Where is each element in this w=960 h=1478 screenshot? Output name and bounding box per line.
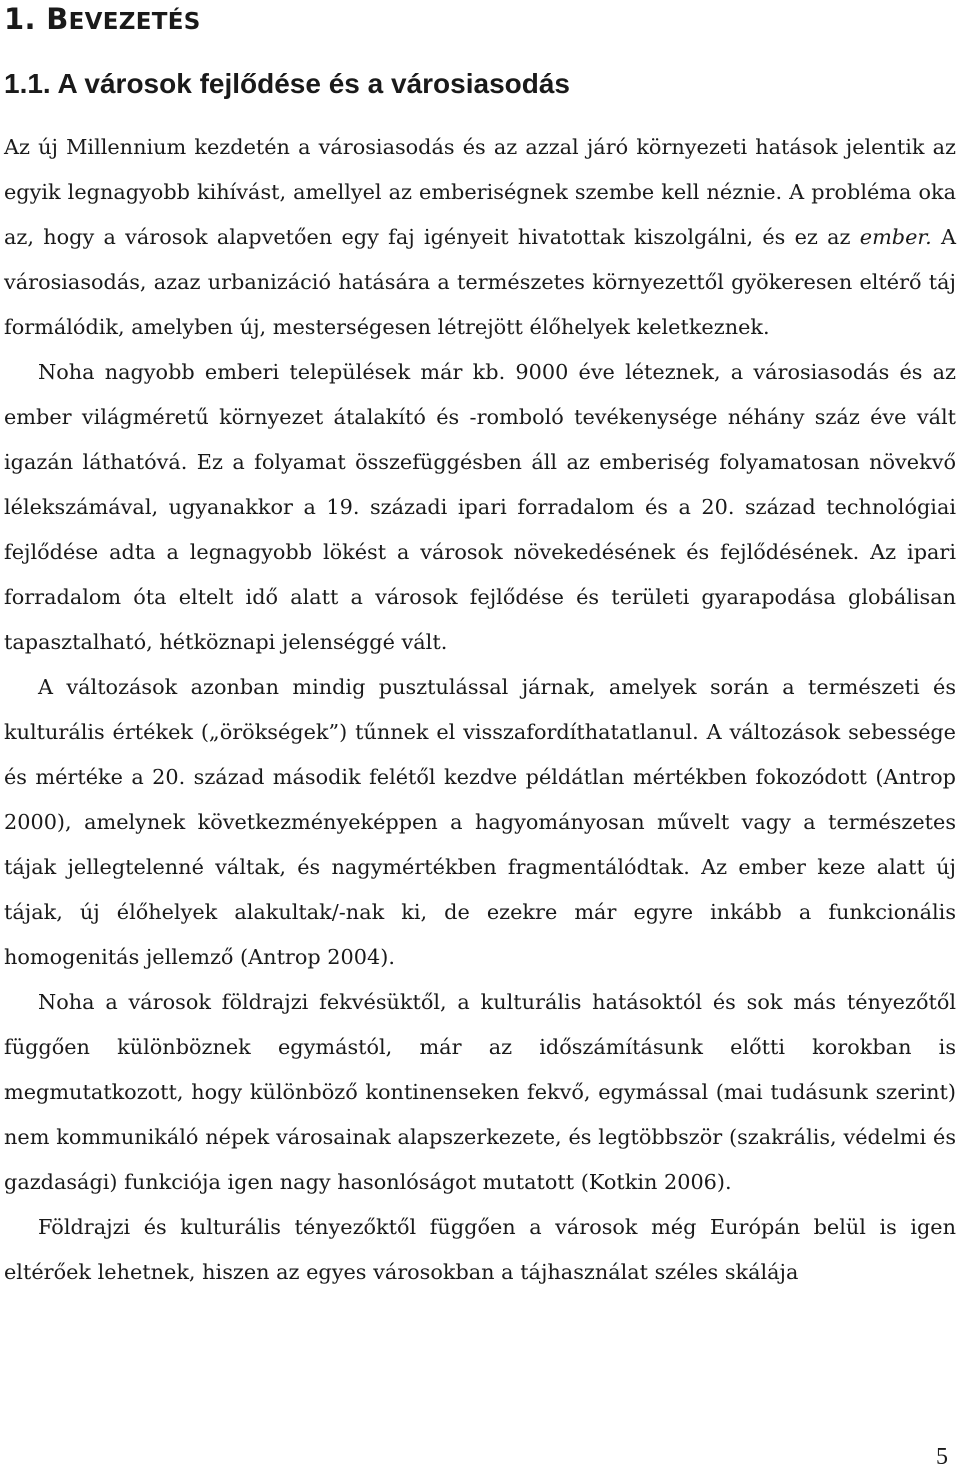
chapter-title-rest: EVEZETÉS xyxy=(68,9,201,35)
paragraph-3: A változások azonban mindig pusztulással járnak, amelyek során a természeti és kulturális értékek („örökségek”) tűnnek el visszafordíthatatlanul. A változások sebessége és mértéke a 20. század második felétől kezdve példátlan mértékben fokozódott (Antrop 2000), amelynek következményeképpen a hagyományosan művelt vagy a természetes tájak jellegtelenné váltak, és nagymértékben fragmentálódtak. Az ember keze alatt új tájak, új élőhelyek alakultak/-nak ki, de ezekre már egyre inkább a funkcionális homogenitás jellemző (Antrop 2004). xyxy=(4,675,956,969)
chapter-title-initial: B xyxy=(46,2,69,36)
paragraph-1 xyxy=(4,125,956,350)
paragraph-1-text-a: Az új Millennium kezdetén a városiasodás és az azzal járó környezeti hatások jelentik az egyik legnagyobb kihívást, amellyel az emberiségnek szembe kell néznie. A probléma oka az, hogy a városok alapvetően egy faj igényeit hivatottak kiszolgálni, és ez az xyxy=(4,135,956,249)
paragraph-4: Noha a városok földrajzi fekvésüktől, a kulturális hatásoktól és sok más tényezőtől függően különböznek egymástól, már az időszámításunk előtti korokban is megmutatkozott, hogy különböző kontinenseken fekvő, egymással (mai tudásunk szerint) nem kommunikáló népek városainak alapszerkezete, és legtöbbször (szakrális, védelmi és gazdasági) funkciója igen nagy hasonlóságot mutatott (Kotkin 2006). xyxy=(4,990,956,1194)
paragraph-5: Földrajzi és kulturális tényezőktől függően a városok még Európán belül is igen eltérőek lehetnek, hiszen az egyes városokban a tájhasználat széles skálája xyxy=(4,1215,956,1284)
body-text xyxy=(4,125,956,1295)
chapter-heading xyxy=(4,2,201,36)
section-heading: 1.1. A városok fejlődése és a városiasodás xyxy=(4,68,571,99)
paragraph-1-text-b: A városiasodás, azaz urbanizáció hatására a természetes környezettől gyökeresen eltérő táj formálódik, amelyben új, mesterségesen létrejött élőhelyek keletkeznek. xyxy=(4,225,956,339)
chapter-number: 1. xyxy=(4,2,36,36)
paragraph-1-emphasis: ember. xyxy=(859,225,932,249)
page-number: 5 xyxy=(936,1444,948,1470)
paragraph-2: Noha nagyobb emberi települések már kb. 9000 éve léteznek, a városiasodás és az ember világméretű környezet átalakító és -romboló tevékenysége néhány száz éve vált igazán láthatóvá. Ez a folyamat összefüggésben áll az emberiség folyamatosan növekvő lélekszámával, ugyanakkor a 19. századi ipari forradalom és a 20. század technológiai fejlődése adta a legnagyobb lökést a városok növekedésének és fejlődésének. Az ipari forradalom óta eltelt idő alatt a városok fejlődése és területi gyarapodása globálisan tapasztalható, hétköznapi jelenséggé vált. xyxy=(4,360,956,654)
